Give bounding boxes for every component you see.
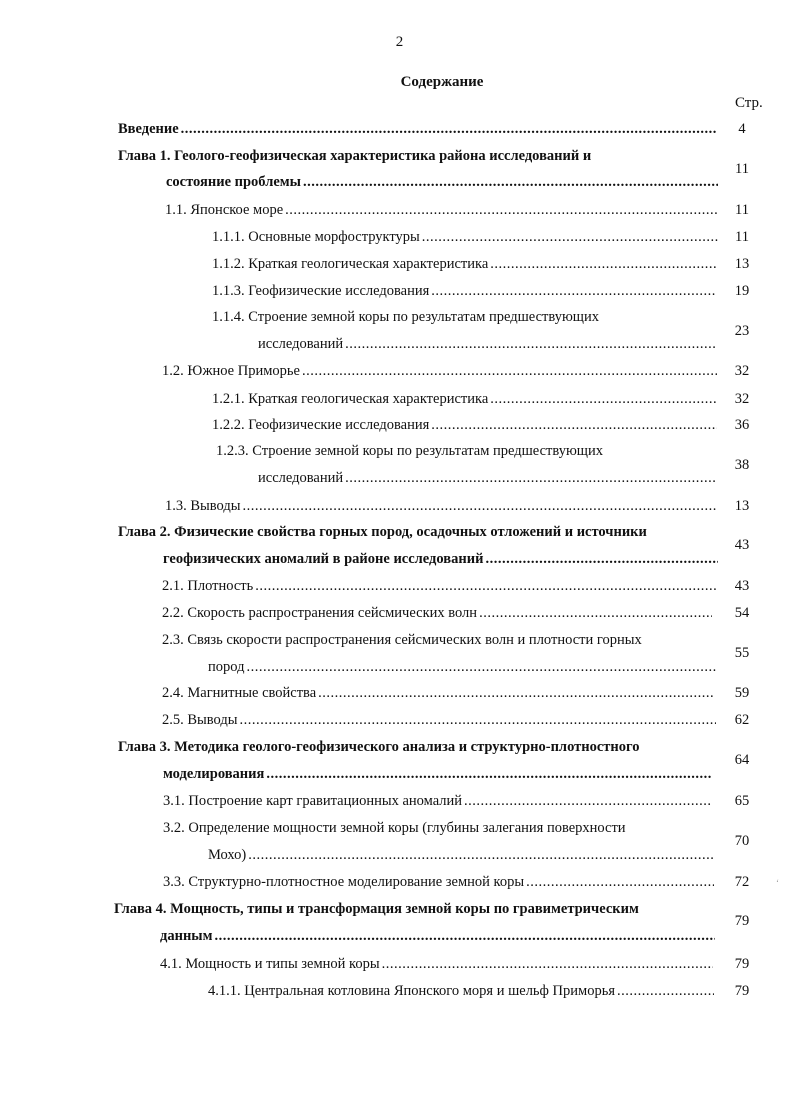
toc-page-number: 79	[734, 956, 750, 972]
leader-dots	[490, 389, 717, 409]
toc-line	[212, 389, 717, 409]
page-column-header: Стр.	[735, 95, 763, 111]
toc-line	[163, 872, 714, 892]
toc-title: Введение	[118, 121, 179, 137]
toc-page-number: 62	[734, 712, 750, 728]
toc-page-number: 4	[738, 121, 746, 137]
toc-page-number: 11	[735, 161, 749, 177]
toc-page-number: 59	[734, 685, 750, 701]
leader-dots	[431, 415, 717, 435]
toc-page-number: 11	[735, 229, 749, 245]
toc-line: Глава 1. Геолого-геофизическая характеристика района исследований и	[118, 148, 592, 164]
toc-title: исследований	[258, 336, 344, 352]
toc-title: 1.2.2. Геофизические исследования	[212, 417, 430, 433]
toc-page-number: 72	[734, 874, 750, 890]
toc-line: Глава 2. Физические свойства горных пород, осадочных отложений и источники	[118, 524, 647, 540]
leader-dots	[181, 119, 716, 139]
toc-page-number: 70	[734, 833, 750, 849]
scan-artifact-mark: ʻ	[776, 878, 779, 888]
toc-line	[162, 683, 714, 703]
toc-line	[163, 791, 711, 811]
toc-title: пород	[208, 659, 245, 675]
toc-page-number: 65	[734, 793, 750, 809]
leader-dots	[464, 791, 711, 811]
toc-page-number: 54	[734, 605, 750, 621]
toc-title: 1.2. Южное Приморье	[162, 363, 300, 379]
toc-page-number: 55	[734, 645, 750, 661]
toc-page-number: 23	[734, 323, 750, 339]
toc-title: 4.1. Мощность и типы земной коры	[160, 956, 380, 972]
toc-title: 1.2.1. Краткая геологическая характеристика	[212, 391, 489, 407]
toc-line: 1.1.4. Строение земной коры по результатам предшествующих	[212, 309, 599, 325]
toc-title: геофизических аномалий в районе исследований	[163, 551, 484, 567]
toc-page-number: 79	[734, 913, 750, 929]
toc-line	[162, 576, 716, 596]
toc-title: 2.2. Скорость распространения сейсмических волн	[162, 605, 478, 621]
leader-dots	[485, 549, 718, 569]
leader-dots	[285, 200, 718, 220]
toc-title: 4.1.1. Центральная котловина Японского моря и шельф Приморья	[208, 983, 615, 999]
toc-page-number: 13	[734, 256, 750, 272]
toc-line	[212, 281, 716, 301]
leader-dots	[255, 576, 716, 596]
toc-title: 2.1. Плотность	[162, 578, 254, 594]
toc-line: 1.2.3. Строение земной коры по результатам предшествующих	[216, 443, 603, 459]
toc-line	[165, 496, 716, 516]
leader-dots	[479, 603, 712, 623]
leader-dots	[243, 496, 717, 516]
leader-dots	[490, 254, 716, 274]
toc-line: 2.3. Связь скорости распространения сейсмических волн и плотности горных	[162, 632, 642, 648]
leader-dots	[431, 281, 716, 301]
toc-line	[162, 710, 716, 730]
toc-page-number: 79	[734, 983, 750, 999]
toc-line: Глава 3. Методика геолого-геофизического анализа и структурно-плотностного	[118, 739, 640, 755]
toc-title: исследований	[258, 470, 344, 486]
page-number: 2	[395, 34, 404, 50]
leader-dots	[526, 872, 714, 892]
toc-page-number: 43	[734, 537, 750, 553]
toc-page-number: 43	[734, 578, 750, 594]
toc-title: 1.1.1. Основные морфоструктуры	[212, 229, 420, 245]
leader-dots	[382, 954, 713, 974]
toc-line	[118, 119, 716, 139]
leader-dots	[246, 657, 716, 677]
toc-page-number: 32	[734, 391, 750, 407]
toc-line	[160, 926, 715, 946]
toc-title: 1.3. Выводы	[165, 498, 241, 514]
leader-dots	[617, 981, 714, 1001]
leader-dots	[318, 683, 714, 703]
toc-line	[160, 954, 713, 974]
leader-dots	[302, 361, 717, 381]
toc-line	[166, 172, 718, 192]
page-title: Содержание	[400, 74, 484, 90]
toc-title: данным	[160, 928, 213, 944]
toc-page-number: 11	[735, 202, 749, 218]
toc-title: 1.1.3. Геофизические исследования	[212, 283, 430, 299]
toc-title: Мохо)	[208, 847, 247, 863]
toc-title: 3.1. Построение карт гравитационных аномалий	[163, 793, 463, 809]
leader-dots	[215, 926, 716, 946]
toc-line	[165, 200, 718, 220]
toc-line	[212, 254, 716, 274]
toc-line	[258, 334, 716, 354]
toc-line	[208, 981, 714, 1001]
toc-title: 1.1. Японское море	[165, 202, 284, 218]
toc-page-number: 64	[734, 752, 750, 768]
toc-line	[162, 361, 717, 381]
leader-dots	[266, 764, 711, 784]
toc-title: 2.4. Магнитные свойства	[162, 685, 317, 701]
toc-line	[212, 415, 717, 435]
toc-line	[162, 603, 712, 623]
leader-dots	[345, 468, 716, 488]
leader-dots	[422, 227, 718, 247]
toc-title: моделирования	[163, 766, 265, 782]
toc-line	[163, 549, 718, 569]
toc-title: состояние проблемы	[166, 174, 301, 190]
leader-dots	[303, 172, 718, 192]
toc-line	[212, 227, 718, 247]
toc-title: 1.1.2. Краткая геологическая характеристика	[212, 256, 489, 272]
toc-line	[163, 764, 711, 784]
toc-line	[208, 657, 716, 677]
toc-title: 2.5. Выводы	[162, 712, 238, 728]
toc-line	[208, 845, 714, 865]
toc-line: 3.2. Определение мощности земной коры (глубины залегания поверхности	[163, 820, 626, 836]
toc-page-number: 19	[734, 283, 750, 299]
toc-page-number: 32	[734, 363, 750, 379]
leader-dots	[240, 710, 717, 730]
toc-line	[258, 468, 716, 488]
toc-page-number: 38	[734, 457, 750, 473]
leader-dots	[248, 845, 714, 865]
leader-dots	[345, 334, 716, 354]
toc-title: 3.3. Структурно-плотностное моделирование земной коры	[163, 874, 525, 890]
toc-page-number: 13	[734, 498, 750, 514]
toc-page-number: 36	[734, 417, 750, 433]
toc-line: Глава 4. Мощность, типы и трансформация земной коры по гравиметрическим	[114, 901, 639, 917]
